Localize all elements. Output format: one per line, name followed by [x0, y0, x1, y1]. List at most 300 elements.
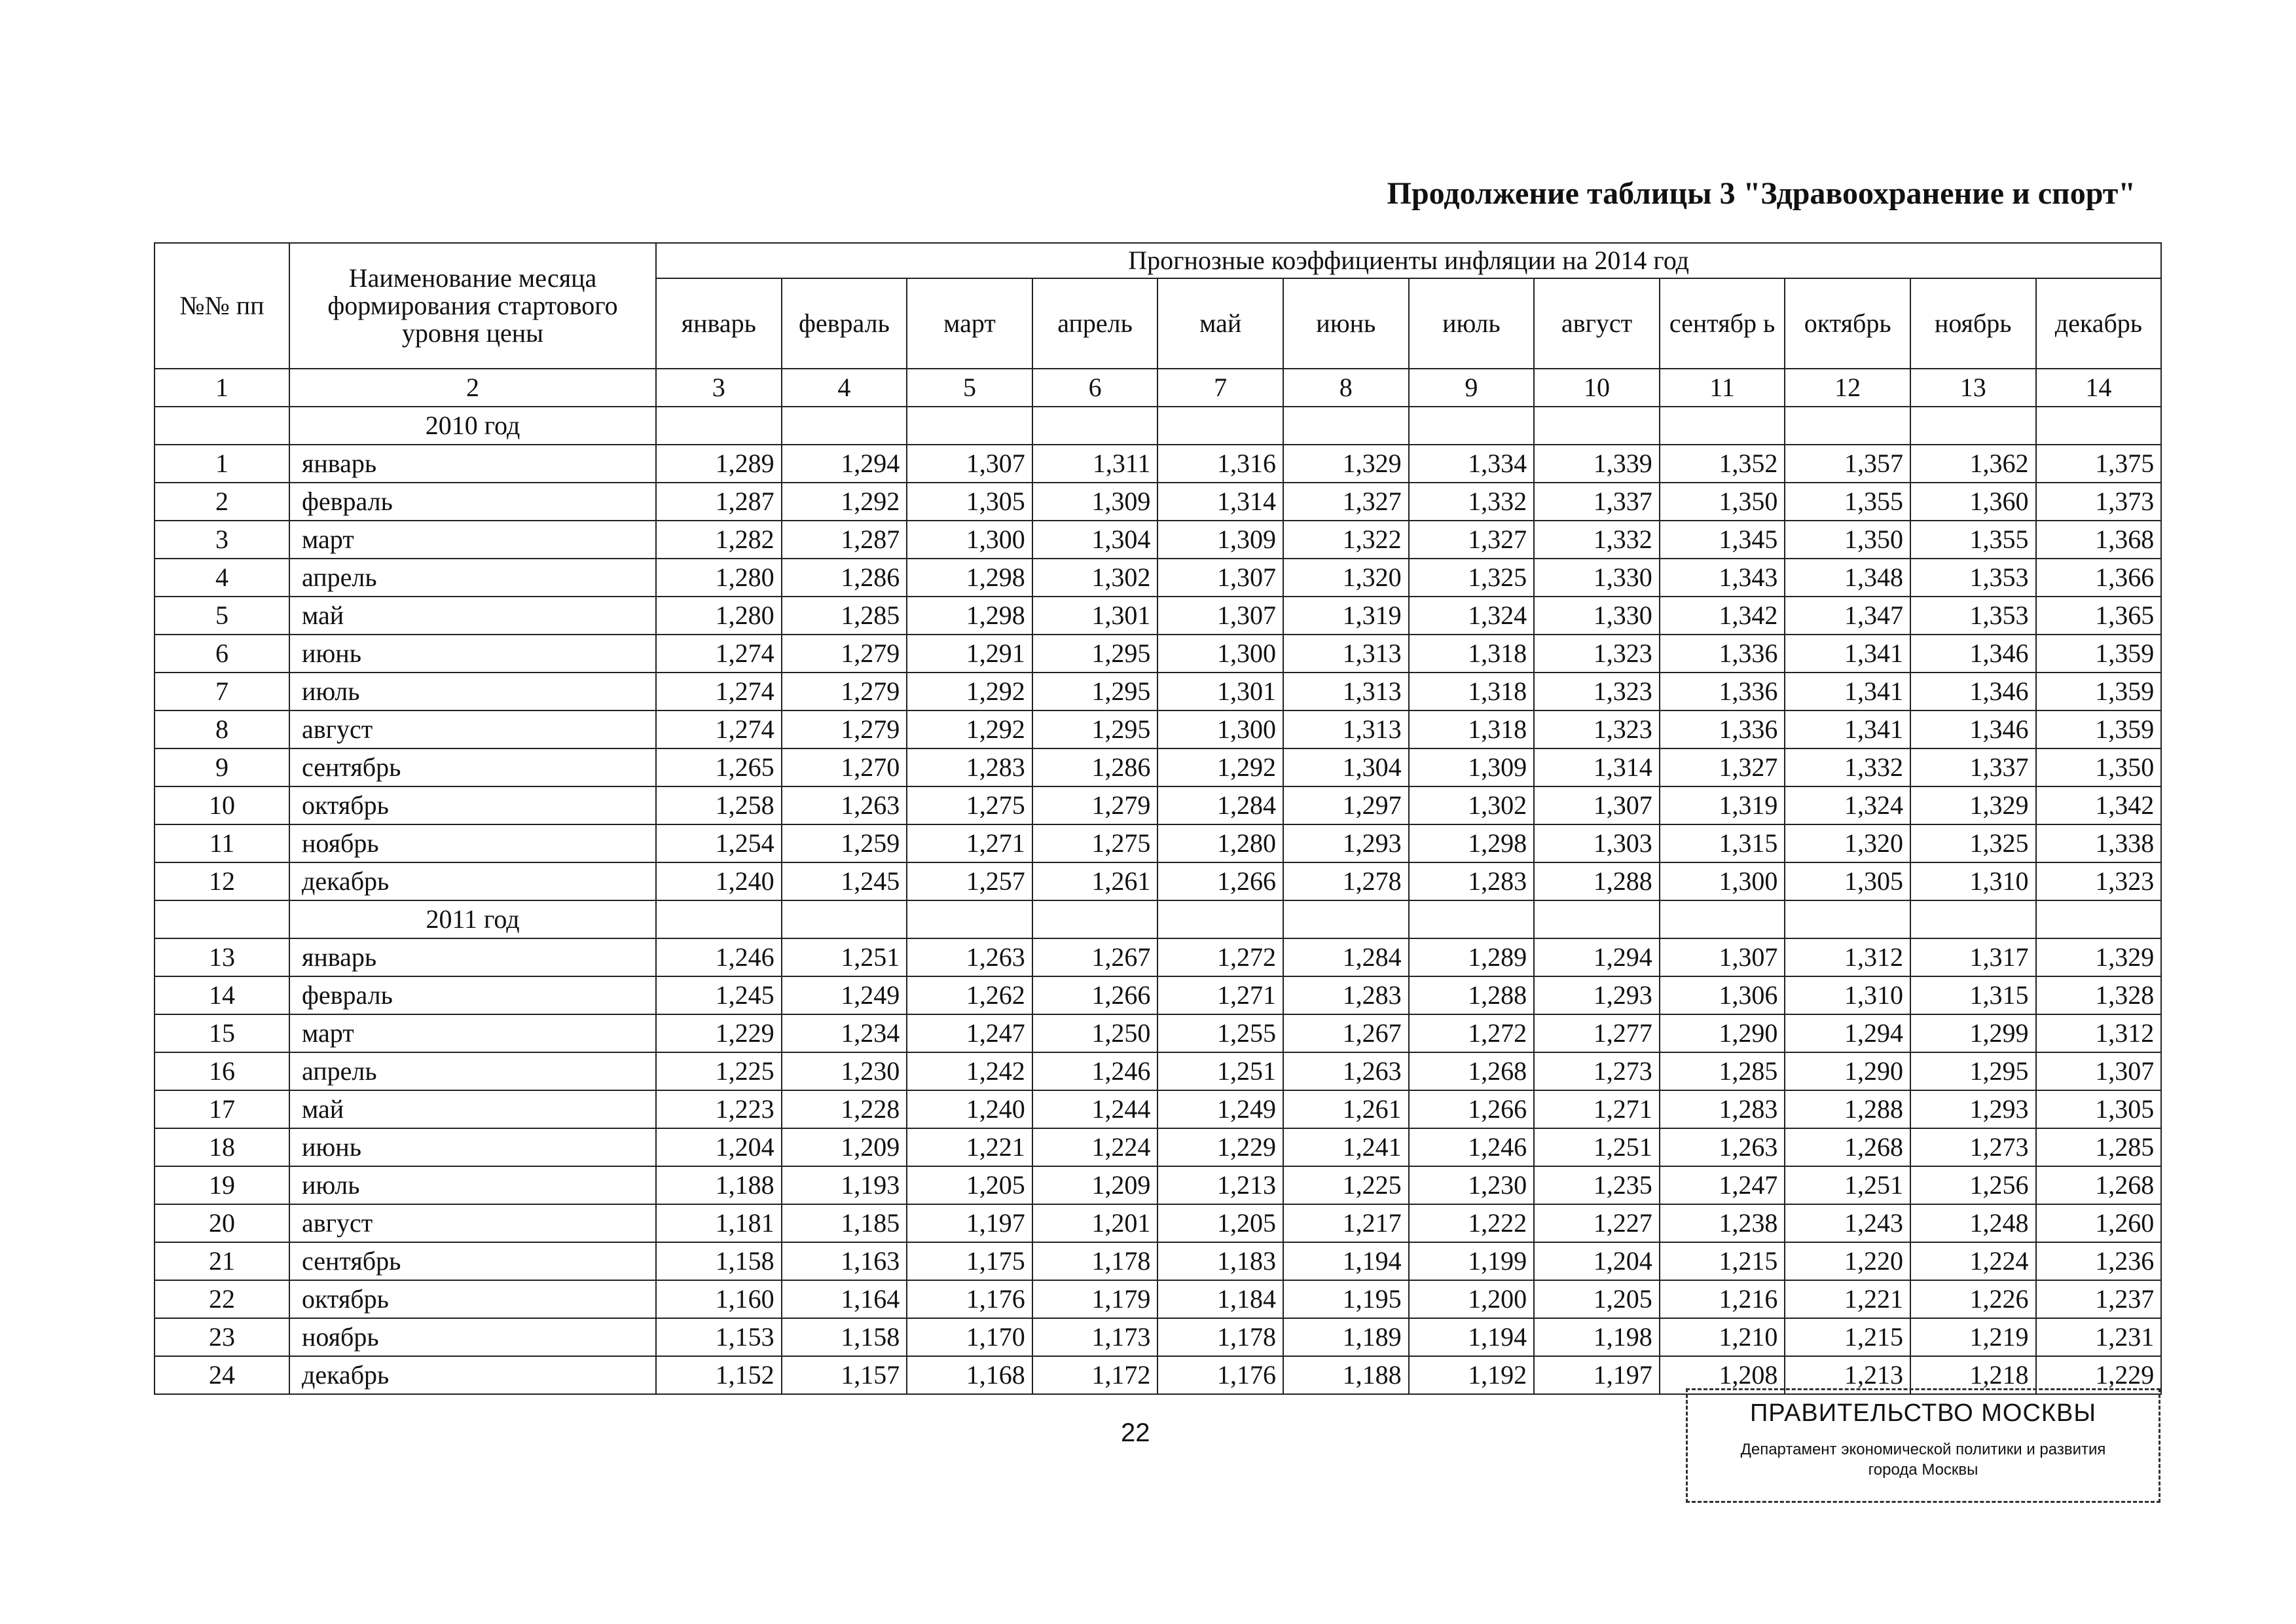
coefficient-cell: 1,307 [1534, 786, 1660, 824]
coefficient-cell: 1,303 [1534, 824, 1660, 862]
row-month: август [289, 710, 656, 748]
coefficient-cell: 1,204 [1534, 1242, 1660, 1280]
coefficient-cell: 1,301 [1157, 673, 1283, 710]
coefficient-cell: 1,230 [1409, 1166, 1535, 1204]
coefficient-cell: 1,218 [1910, 1356, 2036, 1394]
stamp-line-3: города Москвы [1868, 1461, 1978, 1479]
coefficient-cell: 1,295 [1032, 635, 1158, 673]
row-month: сентябрь [289, 1242, 656, 1280]
coefficient-cell: 1,355 [1785, 483, 1910, 521]
coefficient-cell: 1,346 [1910, 710, 2036, 748]
coefficient-cell: 1,257 [907, 862, 1032, 900]
coefficient-cell: 1,224 [1032, 1128, 1158, 1166]
coefficient-cell: 1,353 [1910, 597, 2036, 635]
coefficient-cell: 1,341 [1785, 710, 1910, 748]
empty-cell [1283, 900, 1409, 938]
coefficient-cell: 1,201 [1032, 1204, 1158, 1242]
coefficient-cell: 1,294 [1534, 938, 1660, 976]
coefficient-cell: 1,287 [656, 483, 782, 521]
coefficient-cell: 1,245 [656, 976, 782, 1014]
year-row [155, 900, 2161, 938]
table-row [155, 1204, 2161, 1242]
coefficient-cell: 1,345 [1660, 521, 1785, 559]
coefficient-cell: 1,227 [1534, 1204, 1660, 1242]
coefficient-cell: 1,220 [1785, 1242, 1910, 1280]
row-month: май [289, 597, 656, 635]
coefficient-cell: 1,179 [1032, 1280, 1158, 1318]
row-month: январь [289, 445, 656, 483]
coefficient-cell: 1,215 [1660, 1242, 1785, 1280]
coefficient-cell: 1,282 [656, 521, 782, 559]
coefficient-cell: 1,224 [1910, 1242, 2036, 1280]
row-month: февраль [289, 976, 656, 1014]
coefficient-cell: 1,307 [1157, 597, 1283, 635]
coefficient-cell: 1,225 [656, 1052, 782, 1090]
coefficient-cell: 1,245 [782, 862, 907, 900]
table-row [155, 938, 2161, 976]
coefficient-cell: 1,263 [1283, 1052, 1409, 1090]
year-row [155, 407, 2161, 445]
empty-cell [1157, 407, 1283, 445]
coefficient-cell: 1,242 [907, 1052, 1032, 1090]
table-row [155, 1242, 2161, 1280]
coefficient-cell: 1,248 [1910, 1204, 2036, 1242]
empty-cell [1409, 407, 1535, 445]
coefficient-cell: 1,194 [1409, 1318, 1535, 1356]
empty-cell [907, 900, 1032, 938]
page-title: Продолжение таблицы 3 "Здравоохранение и спорт" [1387, 176, 2136, 211]
coefficient-cell: 1,307 [2036, 1052, 2162, 1090]
coefficient-cell: 1,325 [1910, 824, 2036, 862]
coefficient-cell: 1,200 [1409, 1280, 1535, 1318]
coefficient-cell: 1,272 [1157, 938, 1283, 976]
row-number: 7 [155, 673, 289, 710]
coefficient-cell: 1,274 [656, 635, 782, 673]
column-index-cell: 3 [656, 369, 782, 407]
empty-cell [155, 900, 289, 938]
empty-cell [1910, 407, 2036, 445]
coefficient-cell: 1,271 [1157, 976, 1283, 1014]
coefficient-cell: 1,313 [1283, 710, 1409, 748]
row-month: август [289, 1204, 656, 1242]
coefficient-cell: 1,260 [2036, 1204, 2162, 1242]
coefficient-cell: 1,300 [1157, 635, 1283, 673]
coefficient-cell: 1,185 [782, 1204, 907, 1242]
coefficient-cell: 1,247 [1660, 1166, 1785, 1204]
coefficient-cell: 1,263 [782, 786, 907, 824]
coefficient-cell: 1,158 [656, 1242, 782, 1280]
coefficient-cell: 1,181 [656, 1204, 782, 1242]
header-month-name: Наименование месяца формирования стартового уровня цены [289, 243, 656, 369]
coefficient-cell: 1,323 [1534, 710, 1660, 748]
coefficient-cell: 1,279 [782, 710, 907, 748]
coefficient-cell: 1,293 [1283, 824, 1409, 862]
empty-cell [1534, 407, 1660, 445]
coefficient-cell: 1,238 [1660, 1204, 1785, 1242]
coefficient-cell: 1,243 [1785, 1204, 1910, 1242]
row-month: март [289, 1014, 656, 1052]
header-month-9: сентябр ь [1660, 278, 1785, 369]
header-month-10: октябрь [1785, 278, 1910, 369]
coefficient-cell: 1,251 [782, 938, 907, 976]
row-month: октябрь [289, 1280, 656, 1318]
coefficient-cell: 1,343 [1660, 559, 1785, 597]
coefficient-cell: 1,327 [1409, 521, 1535, 559]
coefficient-cell: 1,359 [2036, 673, 2162, 710]
row-month: июнь [289, 635, 656, 673]
coefficient-cell: 1,336 [1660, 635, 1785, 673]
coefficient-cell: 1,318 [1409, 635, 1535, 673]
coefficient-cell: 1,309 [1409, 748, 1535, 786]
row-month: ноябрь [289, 824, 656, 862]
coefficient-cell: 1,332 [1409, 483, 1535, 521]
coefficient-cell: 1,168 [907, 1356, 1032, 1394]
coefficient-cell: 1,189 [1283, 1318, 1409, 1356]
row-month: июль [289, 1166, 656, 1204]
coefficient-cell: 1,240 [907, 1090, 1032, 1128]
coefficient-cell: 1,236 [2036, 1242, 2162, 1280]
coefficient-cell: 1,314 [1157, 483, 1283, 521]
row-number: 19 [155, 1166, 289, 1204]
table-row [155, 710, 2161, 748]
coefficient-cell: 1,267 [1032, 938, 1158, 976]
row-month: декабрь [289, 1356, 656, 1394]
coefficient-cell: 1,183 [1157, 1242, 1283, 1280]
coefficient-cell: 1,254 [656, 824, 782, 862]
coefficient-cell: 1,305 [1785, 862, 1910, 900]
page-number: 22 [1121, 1418, 1150, 1447]
coefficient-cell: 1,325 [1409, 559, 1535, 597]
column-index-cell: 13 [1910, 369, 2036, 407]
coefficient-cell: 1,341 [1785, 673, 1910, 710]
coefficient-cell: 1,294 [782, 445, 907, 483]
header-coefficients: Прогнозные коэффициенты инфляции на 2014 год [656, 243, 2161, 278]
header-month-12: декабрь [2036, 278, 2162, 369]
coefficient-cell: 1,293 [1910, 1090, 2036, 1128]
coefficient-cell: 1,249 [782, 976, 907, 1014]
header-month-11: ноябрь [1910, 278, 2036, 369]
column-index-row [155, 369, 2161, 407]
stamp-line-2: Департамент экономической политики и развития [1740, 1441, 2106, 1458]
coefficient-cell: 1,250 [1032, 1014, 1158, 1052]
coefficient-cell: 1,163 [782, 1242, 907, 1280]
coefficient-cell: 1,323 [1534, 635, 1660, 673]
coefficient-cell: 1,339 [1534, 445, 1660, 483]
coefficient-cell: 1,329 [1910, 786, 2036, 824]
coefficient-cell: 1,289 [1409, 938, 1535, 976]
coefficient-cell: 1,199 [1409, 1242, 1535, 1280]
row-month: сентябрь [289, 748, 656, 786]
coefficient-cell: 1,323 [1534, 673, 1660, 710]
column-index-cell: 10 [1534, 369, 1660, 407]
coefficient-cell: 1,311 [1032, 445, 1158, 483]
empty-cell [155, 407, 289, 445]
coefficient-cell: 1,320 [1283, 559, 1409, 597]
coefficient-cell: 1,315 [1660, 824, 1785, 862]
coefficient-cell: 1,294 [1785, 1014, 1910, 1052]
coefficient-cell: 1,231 [2036, 1318, 2162, 1356]
coefficient-cell: 1,197 [1534, 1356, 1660, 1394]
coefficient-cell: 1,176 [907, 1280, 1032, 1318]
coefficient-cell: 1,284 [1157, 786, 1283, 824]
coefficient-cell: 1,279 [1032, 786, 1158, 824]
coefficient-cell: 1,290 [1660, 1014, 1785, 1052]
coefficient-cell: 1,223 [656, 1090, 782, 1128]
coefficient-cell: 1,262 [907, 976, 1032, 1014]
row-number: 1 [155, 445, 289, 483]
coefficient-cell: 1,188 [656, 1166, 782, 1204]
coefficient-cell: 1,314 [1534, 748, 1660, 786]
row-number: 22 [155, 1280, 289, 1318]
coefficient-cell: 1,194 [1283, 1242, 1409, 1280]
header-month-6: июнь [1283, 278, 1409, 369]
coefficient-cell: 1,280 [1157, 824, 1283, 862]
coefficient-cell: 1,208 [1660, 1356, 1785, 1394]
coefficient-cell: 1,368 [2036, 521, 2162, 559]
column-index-cell: 11 [1660, 369, 1785, 407]
table-row [155, 1090, 2161, 1128]
header-month-1: январь [656, 278, 782, 369]
coefficient-cell: 1,279 [782, 635, 907, 673]
coefficient-cell: 1,265 [656, 748, 782, 786]
coefficient-cell: 1,221 [907, 1128, 1032, 1166]
row-number: 12 [155, 862, 289, 900]
coefficient-cell: 1,188 [1283, 1356, 1409, 1394]
coefficient-cell: 1,246 [1032, 1052, 1158, 1090]
column-index-cell: 14 [2036, 369, 2162, 407]
header-month-4: апрель [1032, 278, 1158, 369]
row-number: 8 [155, 710, 289, 748]
coefficient-cell: 1,225 [1283, 1166, 1409, 1204]
coefficient-cell: 1,292 [1157, 748, 1283, 786]
row-number: 6 [155, 635, 289, 673]
coefficient-cell: 1,359 [2036, 635, 2162, 673]
coefficient-cell: 1,350 [1785, 521, 1910, 559]
coefficient-cell: 1,221 [1785, 1280, 1910, 1318]
row-month: ноябрь [289, 1318, 656, 1356]
coefficient-cell: 1,278 [1283, 862, 1409, 900]
coefficient-cell: 1,324 [1785, 786, 1910, 824]
coefficient-cell: 1,205 [1534, 1280, 1660, 1318]
empty-cell [2036, 900, 2162, 938]
coefficient-cell: 1,312 [2036, 1014, 2162, 1052]
coefficient-cell: 1,286 [1032, 748, 1158, 786]
coefficient-cell: 1,329 [1283, 445, 1409, 483]
year-label: 2011 год [289, 900, 656, 938]
coefficient-cell: 1,305 [907, 483, 1032, 521]
coefficient-cell: 1,204 [656, 1128, 782, 1166]
row-number: 14 [155, 976, 289, 1014]
coefficient-cell: 1,229 [1157, 1128, 1283, 1166]
coefficient-cell: 1,283 [907, 748, 1032, 786]
row-month: декабрь [289, 862, 656, 900]
coefficient-cell: 1,310 [1910, 862, 2036, 900]
table-row [155, 824, 2161, 862]
coefficient-cell: 1,292 [907, 673, 1032, 710]
table-row [155, 597, 2161, 635]
coefficient-cell: 1,353 [1910, 559, 2036, 597]
column-index-cell: 8 [1283, 369, 1409, 407]
coefficient-cell: 1,290 [1785, 1052, 1910, 1090]
coefficient-cell: 1,258 [656, 786, 782, 824]
coefficient-cell: 1,209 [782, 1128, 907, 1166]
coefficient-cell: 1,300 [907, 521, 1032, 559]
coefficient-cell: 1,273 [1910, 1128, 2036, 1166]
table-row [155, 1128, 2161, 1166]
coefficient-cell: 1,324 [1409, 597, 1535, 635]
coefficient-cell: 1,297 [1283, 786, 1409, 824]
coefficient-cell: 1,170 [907, 1318, 1032, 1356]
empty-cell [656, 900, 782, 938]
coefficient-cell: 1,280 [656, 597, 782, 635]
empty-cell [1157, 900, 1283, 938]
coefficient-cell: 1,285 [1660, 1052, 1785, 1090]
coefficient-cell: 1,160 [656, 1280, 782, 1318]
coefficient-cell: 1,283 [1409, 862, 1535, 900]
coefficient-cell: 1,263 [1660, 1128, 1785, 1166]
empty-cell [782, 407, 907, 445]
coefficient-cell: 1,329 [2036, 938, 2162, 976]
coefficient-cell: 1,246 [656, 938, 782, 976]
header-month-3: март [907, 278, 1032, 369]
table-row [155, 1052, 2161, 1090]
coefficient-cell: 1,215 [1785, 1318, 1910, 1356]
table-row [155, 559, 2161, 597]
coefficient-cell: 1,261 [1032, 862, 1158, 900]
coefficient-cell: 1,235 [1534, 1166, 1660, 1204]
coefficient-cell: 1,352 [1660, 445, 1785, 483]
row-number: 9 [155, 748, 289, 786]
coefficient-cell: 1,342 [2036, 786, 2162, 824]
coefficient-cell: 1,336 [1660, 710, 1785, 748]
row-month: октябрь [289, 786, 656, 824]
coefficient-cell: 1,298 [907, 597, 1032, 635]
row-number: 5 [155, 597, 289, 635]
empty-cell [1032, 407, 1158, 445]
coefficient-cell: 1,240 [656, 862, 782, 900]
coefficient-cell: 1,197 [907, 1204, 1032, 1242]
empty-cell [907, 407, 1032, 445]
coefficient-cell: 1,334 [1409, 445, 1535, 483]
coefficient-cell: 1,305 [2036, 1090, 2162, 1128]
coefficient-cell: 1,216 [1660, 1280, 1785, 1318]
coefficient-cell: 1,336 [1660, 673, 1785, 710]
coefficient-cell: 1,288 [1409, 976, 1535, 1014]
coefficient-cell: 1,320 [1785, 824, 1910, 862]
coefficient-cell: 1,328 [2036, 976, 2162, 1014]
coefficient-cell: 1,350 [2036, 748, 2162, 786]
row-number: 18 [155, 1128, 289, 1166]
coefficient-cell: 1,292 [907, 710, 1032, 748]
empty-cell [1785, 407, 1910, 445]
coefficient-cell: 1,295 [1032, 710, 1158, 748]
row-number: 4 [155, 559, 289, 597]
coefficient-cell: 1,304 [1032, 521, 1158, 559]
column-index-cell: 1 [155, 369, 289, 407]
coefficient-cell: 1,373 [2036, 483, 2162, 521]
row-number: 17 [155, 1090, 289, 1128]
inflation-table [154, 242, 2162, 1395]
empty-cell [2036, 407, 2162, 445]
coefficient-cell: 1,322 [1283, 521, 1409, 559]
stamp-title: ПРАВИТЕЛЬСТВО МОСКВЫ [1749, 1399, 2097, 1427]
coefficient-cell: 1,300 [1157, 710, 1283, 748]
coefficient-cell: 1,275 [907, 786, 1032, 824]
column-index-cell: 6 [1032, 369, 1158, 407]
empty-cell [1660, 407, 1785, 445]
coefficient-cell: 1,266 [1157, 862, 1283, 900]
empty-cell [1409, 900, 1535, 938]
coefficient-cell: 1,222 [1409, 1204, 1535, 1242]
table-header [155, 243, 2161, 407]
coefficient-cell: 1,157 [782, 1356, 907, 1394]
coefficient-cell: 1,280 [656, 559, 782, 597]
coefficient-cell: 1,251 [1157, 1052, 1283, 1090]
coefficient-cell: 1,289 [656, 445, 782, 483]
row-month: апрель [289, 1052, 656, 1090]
coefficient-cell: 1,347 [1785, 597, 1910, 635]
table-row [155, 1166, 2161, 1204]
coefficient-cell: 1,338 [2036, 824, 2162, 862]
coefficient-cell: 1,274 [656, 673, 782, 710]
coefficient-cell: 1,288 [1534, 862, 1660, 900]
coefficient-cell: 1,310 [1785, 976, 1910, 1014]
empty-cell [1660, 900, 1785, 938]
row-number: 24 [155, 1356, 289, 1394]
coefficient-cell: 1,286 [782, 559, 907, 597]
coefficient-cell: 1,229 [656, 1014, 782, 1052]
coefficient-cell: 1,213 [1157, 1166, 1283, 1204]
coefficient-cell: 1,270 [782, 748, 907, 786]
header-month-5: май [1157, 278, 1283, 369]
coefficient-cell: 1,323 [2036, 862, 2162, 900]
coefficient-cell: 1,268 [1785, 1128, 1910, 1166]
coefficient-cell: 1,241 [1283, 1128, 1409, 1166]
coefficient-cell: 1,304 [1283, 748, 1409, 786]
coefficient-cell: 1,346 [1910, 635, 2036, 673]
coefficient-cell: 1,313 [1283, 635, 1409, 673]
coefficient-cell: 1,198 [1534, 1318, 1660, 1356]
table-row [155, 635, 2161, 673]
coefficient-cell: 1,266 [1032, 976, 1158, 1014]
coefficient-cell: 1,158 [782, 1318, 907, 1356]
coefficient-cell: 1,234 [782, 1014, 907, 1052]
coefficient-cell: 1,184 [1157, 1280, 1283, 1318]
header-month-2: февраль [782, 278, 907, 369]
column-index-cell: 12 [1785, 369, 1910, 407]
coefficient-cell: 1,178 [1032, 1242, 1158, 1280]
empty-cell [1283, 407, 1409, 445]
coefficient-cell: 1,291 [907, 635, 1032, 673]
column-index-cell: 9 [1409, 369, 1535, 407]
coefficient-cell: 1,277 [1534, 1014, 1660, 1052]
coefficient-cell: 1,357 [1785, 445, 1910, 483]
year-label: 2010 год [289, 407, 656, 445]
coefficient-cell: 1,348 [1785, 559, 1910, 597]
row-month: май [289, 1090, 656, 1128]
row-month: январь [289, 938, 656, 976]
empty-cell [1534, 900, 1660, 938]
coefficient-cell: 1,307 [1157, 559, 1283, 597]
coefficient-cell: 1,332 [1785, 748, 1910, 786]
coefficient-cell: 1,307 [1660, 938, 1785, 976]
coefficient-cell: 1,342 [1660, 597, 1785, 635]
table-row [155, 521, 2161, 559]
coefficient-cell: 1,341 [1785, 635, 1910, 673]
coefficient-cell: 1,315 [1910, 976, 2036, 1014]
column-index-cell: 7 [1157, 369, 1283, 407]
coefficient-cell: 1,251 [1785, 1166, 1910, 1204]
